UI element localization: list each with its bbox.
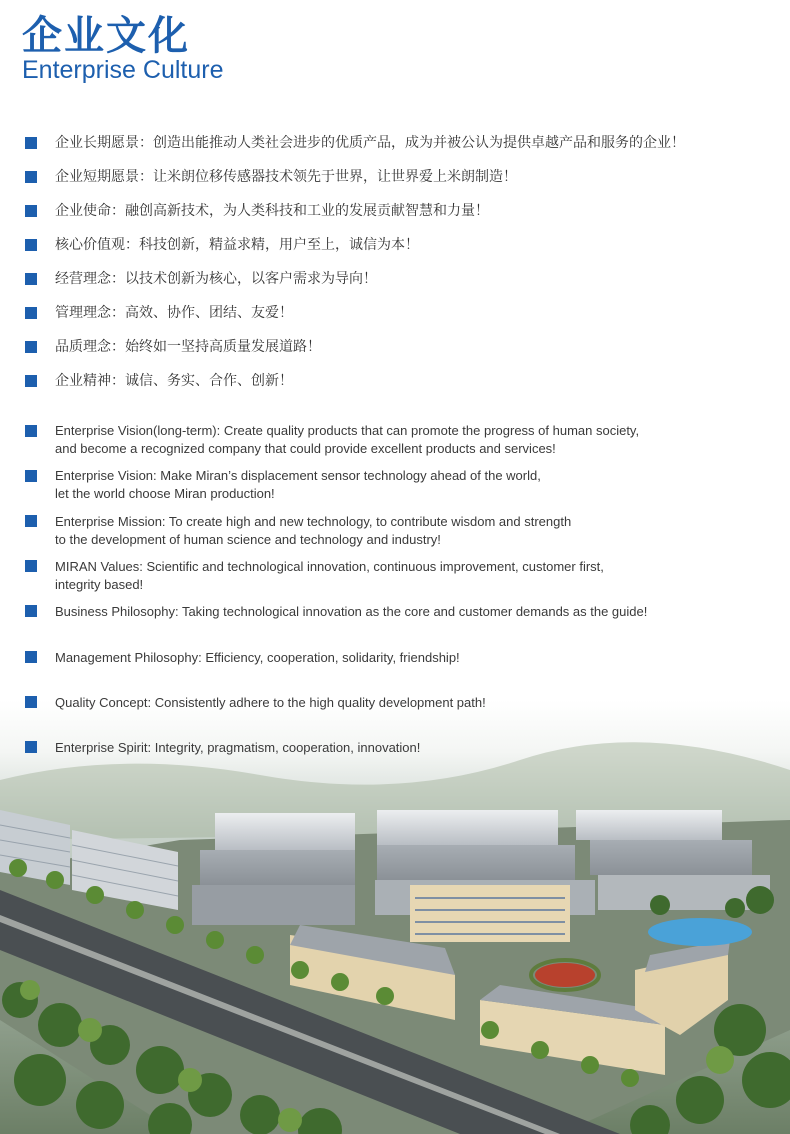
en-item-vision: [55, 467, 755, 503]
cn-item-quality-concept: 品质理念：始终如一坚持高质量发展道路！: [55, 339, 321, 355]
bullet-icon: [25, 425, 37, 437]
bullet-icon: [25, 470, 37, 482]
bullet-icon: [25, 515, 37, 527]
bullet-icon: [25, 560, 37, 572]
bullet-icon: [25, 741, 37, 753]
en-item-line: Enterprise Vision: Make Miran’s displacement sensor technology ahead of the world,: [55, 468, 541, 483]
cn-item-short-term-vision: 企业短期愿景：让米朗位移传感器技术领先于世界，让世界爱上米朗制造！: [55, 169, 517, 185]
bullet-icon: [25, 171, 37, 183]
en-item-management-philosophy: [55, 649, 755, 667]
en-item-line: Enterprise Spirit: Integrity, pragmatism, cooperation, innovation!: [55, 740, 421, 755]
bullet-icon: [25, 605, 37, 617]
en-item-line: Quality Concept: Consistently adhere to the high quality development path!: [55, 695, 486, 710]
cn-item-core-values: 核心价值观：科技创新，精益求精，用户至上，诚信为本！: [55, 237, 419, 253]
en-item-long-term-vision: [55, 422, 755, 458]
en-item-enterprise-spirit: [55, 739, 755, 757]
en-item-quality-concept: [55, 694, 755, 712]
en-item-line: Enterprise Vision(long-term): Create quality products that can promote the progress of human society,: [55, 423, 640, 438]
cn-item-mission: 企业使命：融创高新技术，为人类科技和工业的发展贡献智慧和力量！: [55, 203, 489, 219]
bullet-icon: [25, 205, 37, 217]
bullet-icon: [25, 307, 37, 319]
page-title-en: Enterprise Culture: [22, 56, 224, 84]
en-item-line: MIRAN Values: Scientific and technological innovation, continuous improvement, customer first,: [55, 559, 604, 574]
bullet-icon: [25, 137, 37, 149]
en-item-business-philosophy: [55, 603, 755, 621]
cn-item-enterprise-spirit: 企业精神：诚信、务实、合作、创新！: [55, 373, 293, 389]
en-item-line: to the development of human science and technology and industry!: [55, 532, 441, 547]
en-item-line: integrity based!: [55, 577, 144, 592]
en-item-line: Management Philosophy: Efficiency, cooperation, solidarity, friendship!: [55, 650, 460, 665]
bullet-icon: [25, 375, 37, 387]
factory-campus-image: [0, 700, 790, 1134]
en-item-line: let the world choose Miran production!: [55, 486, 275, 501]
bullet-icon: [25, 651, 37, 663]
cn-item-long-term-vision: 企业长期愿景：创造出能推动人类社会进步的优质产品，成为并被公认为提供卓越产品和服务的企业！: [55, 135, 685, 151]
en-item-values: [55, 558, 755, 594]
en-item-line: Enterprise Mission: To create high and new technology, to contribute wisdom and strength: [55, 514, 572, 529]
en-item-mission: [55, 513, 755, 549]
page-title-cn: 企业文化: [22, 13, 190, 59]
cn-item-management-philosophy: 管理理念：高效、协作、团结、友爱！: [55, 305, 293, 321]
bullet-icon: [25, 696, 37, 708]
bullet-icon: [25, 239, 37, 251]
en-item-line: and become a recognized company that could provide excellent products and services!: [55, 441, 556, 456]
bullet-icon: [25, 341, 37, 353]
cn-item-business-philosophy: 经营理念：以技术创新为核心，以客户需求为导向！: [55, 271, 377, 287]
bullet-icon: [25, 273, 37, 285]
en-item-line: Business Philosophy: Taking technological innovation as the core and customer demands as the guide!: [55, 604, 648, 619]
